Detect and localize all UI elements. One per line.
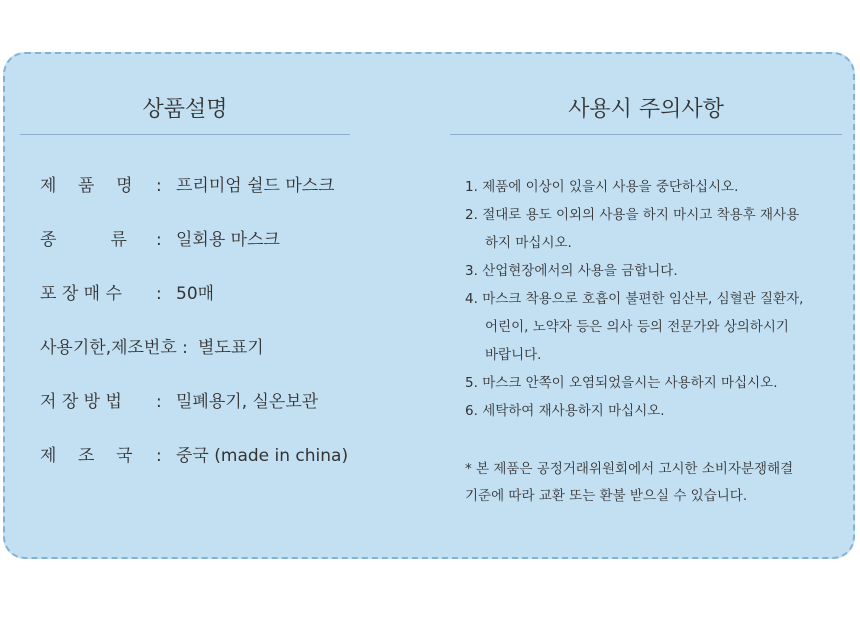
- caution-text: 세탁하여 재사용하지 마십시오.: [482, 403, 665, 419]
- caution-number: 4.: [465, 291, 478, 307]
- caution-text: 마스크 착용으로 호흡이 불편한 임산부, 심혈관 질환자,: [482, 291, 804, 307]
- refund-note: [465, 456, 793, 510]
- spec-separator: :: [156, 230, 162, 250]
- caution-item-4-continued: 어린이, 노약자 등은 의사 등의 전문가와 상의하시기: [485, 319, 789, 335]
- caution-number: 6.: [465, 403, 478, 419]
- caution-text: 산업현장에서의 사용을 금합니다.: [482, 263, 678, 279]
- spec-label: 포 장 매 수: [40, 284, 122, 304]
- caution-item-3: [465, 260, 678, 282]
- info-card: [3, 52, 855, 559]
- product-info-title: 상품설명: [142, 97, 228, 122]
- caution-number: 5.: [465, 375, 478, 391]
- spec-separator: :: [156, 392, 162, 412]
- spec-separator: :: [156, 176, 162, 196]
- caution-item-2-continued: 하지 마십시오.: [485, 235, 572, 251]
- caution-text: 마스크 안쪽이 오염되었을시는 사용하지 마십시오.: [482, 375, 778, 391]
- right-divider: [450, 134, 842, 135]
- caution-number: 1.: [465, 179, 478, 195]
- spec-label: 저 장 방 법: [40, 392, 122, 412]
- spec-row-type: [40, 228, 280, 252]
- left-divider: [20, 134, 350, 135]
- spec-value: 별도표기: [198, 338, 264, 358]
- spec-label: 제 품 명: [40, 176, 133, 196]
- spec-value: 밀폐용기, 실온보관: [176, 392, 319, 412]
- cautions-title: 사용시 주의사항: [568, 97, 724, 122]
- refund-note-line: 기준에 따라 교환 또는 환불 받으실 수 있습니다.: [465, 488, 748, 504]
- spec-label: 사용기한,제조번호 :: [40, 338, 188, 358]
- caution-text: 제품에 이상이 있을시 사용을 중단하십시오.: [482, 179, 739, 195]
- caution-text: 절대로 용도 이외의 사용을 하지 마시고 착용후 재사용: [482, 207, 800, 223]
- spec-row-origin: [40, 444, 348, 468]
- spec-row-storage: [40, 390, 318, 414]
- caution-number: 2.: [465, 207, 478, 223]
- spec-separator: :: [156, 446, 162, 466]
- spec-value: 일회용 마스크: [176, 230, 280, 250]
- spec-value: 중국 (made in china): [176, 446, 349, 466]
- spec-value: 프리미엄 쉴드 마스크: [176, 176, 335, 196]
- spec-row-expiry: [40, 336, 264, 360]
- refund-note-line: * 본 제품은 공정거래위원회에서 고시한 소비자분쟁해결: [465, 461, 794, 477]
- spec-row-name: [40, 174, 335, 198]
- caution-item-2: [465, 204, 799, 226]
- caution-item-1: [465, 176, 738, 198]
- spec-value: 50매: [176, 284, 215, 304]
- spec-separator: :: [156, 284, 162, 304]
- caution-item-4-continued: 바랍니다.: [485, 347, 542, 363]
- caution-number: 3.: [465, 263, 478, 279]
- caution-item-5: [465, 372, 778, 394]
- caution-item-4: [465, 288, 803, 310]
- caution-item-6: [465, 400, 665, 422]
- spec-row-count: [40, 282, 214, 306]
- spec-label: 제 조 국: [40, 446, 133, 466]
- spec-label: 종 류: [40, 230, 127, 250]
